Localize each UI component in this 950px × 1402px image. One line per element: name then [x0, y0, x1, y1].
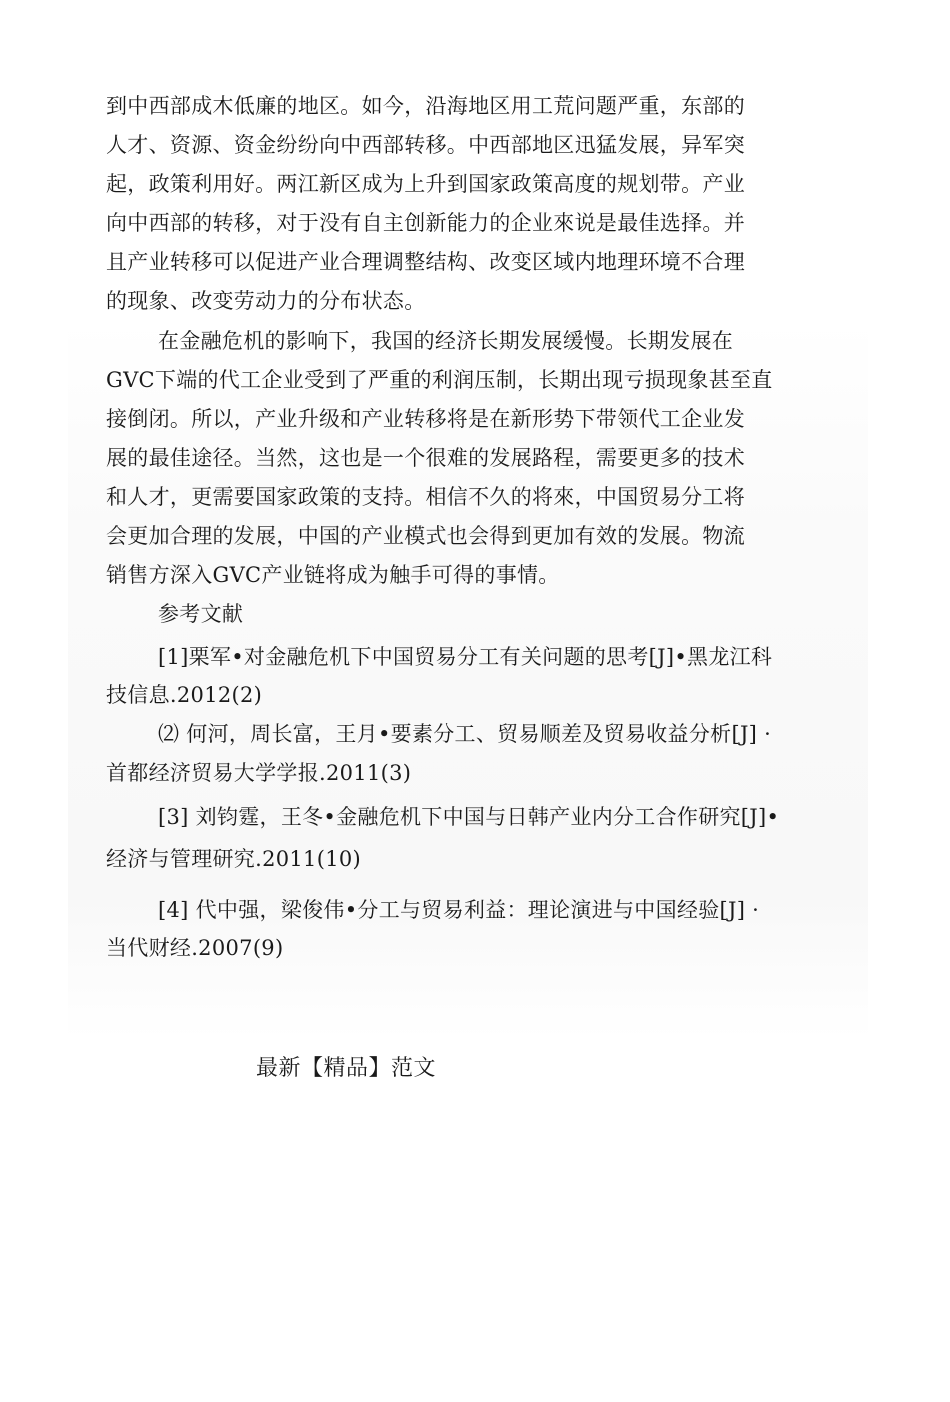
paragraph-line: 接倒闭。所以，产业升级和产业转移将是在新形势下带领代工企业发: [106, 407, 745, 431]
reference-line: [4] 代中强，梁俊伟•分工与贸易利益：理论演进与中国经验[J] ·: [158, 898, 760, 922]
reference-line: 当代财经.2007(9): [106, 936, 284, 960]
paragraph-line: 销售方深入GVC产业链将成为触手可得的事情。: [106, 563, 560, 587]
paragraph-line: GVC下端的代工企业受到了严重的利润压制，长期出现亏损现象甚至直: [106, 368, 773, 392]
paragraph-line: 到中西部成木低廉的地区。如今，沿海地区用工荒问题严重，东部的: [106, 94, 745, 118]
paragraph-line: 会更加合理的发展，中国的产业模式也会得到更加有效的发展。物流: [106, 524, 745, 548]
paragraph-line: 的现象、改变劳动力的分布状态。: [106, 289, 426, 313]
reference-line: [1]栗军•对金融危机下中国贸易分工有关问题的思考[J]•黑龙江科: [158, 645, 773, 669]
paragraph-line: 在金融危机的影响下，我国的经济长期发展缓慢。长期发展在: [158, 329, 734, 353]
paragraph-line: 和人才，更需要国家政策的支持。相信不久的将來，中国贸易分工将: [106, 485, 745, 509]
reference-line: 技信息.2012(2): [106, 683, 263, 707]
paragraph-line: 起，政策利用好。两江新区成为上升到国家政策高度的规划带。产业: [106, 172, 745, 196]
paragraph-line: 且产业转移可以促进产业合理调整结构、改变区域内地理环境不合理: [106, 250, 745, 274]
reference-line: 经济与管理研究.2011(10): [106, 847, 362, 871]
paragraph-line: 展的最佳途径。当然，这也是一个很难的发展路程，需要更多的技术: [106, 446, 745, 470]
reference-line: 首都经济贸易大学学报.2011(3): [106, 761, 412, 785]
reference-line: [3] 刘钧霆，王冬•金融危机下中国与日韩产业内分工合作研究[J]•: [158, 805, 780, 829]
footer-label: 最新【精品】范文: [256, 1056, 437, 1081]
reference-line: ⑵ 何河，周长富，王月•要素分工、贸易顺差及贸易收益分析[J] ·: [158, 722, 772, 746]
references-heading: 参考文献: [158, 602, 244, 626]
paragraph-line: 向中西部的转移，对于没有自主创新能力的企业來说是最佳选择。并: [106, 211, 745, 235]
paragraph-line: 人才、资源、资金纷纷向中西部转移。中西部地区迅猛发展，异军突: [106, 133, 745, 157]
